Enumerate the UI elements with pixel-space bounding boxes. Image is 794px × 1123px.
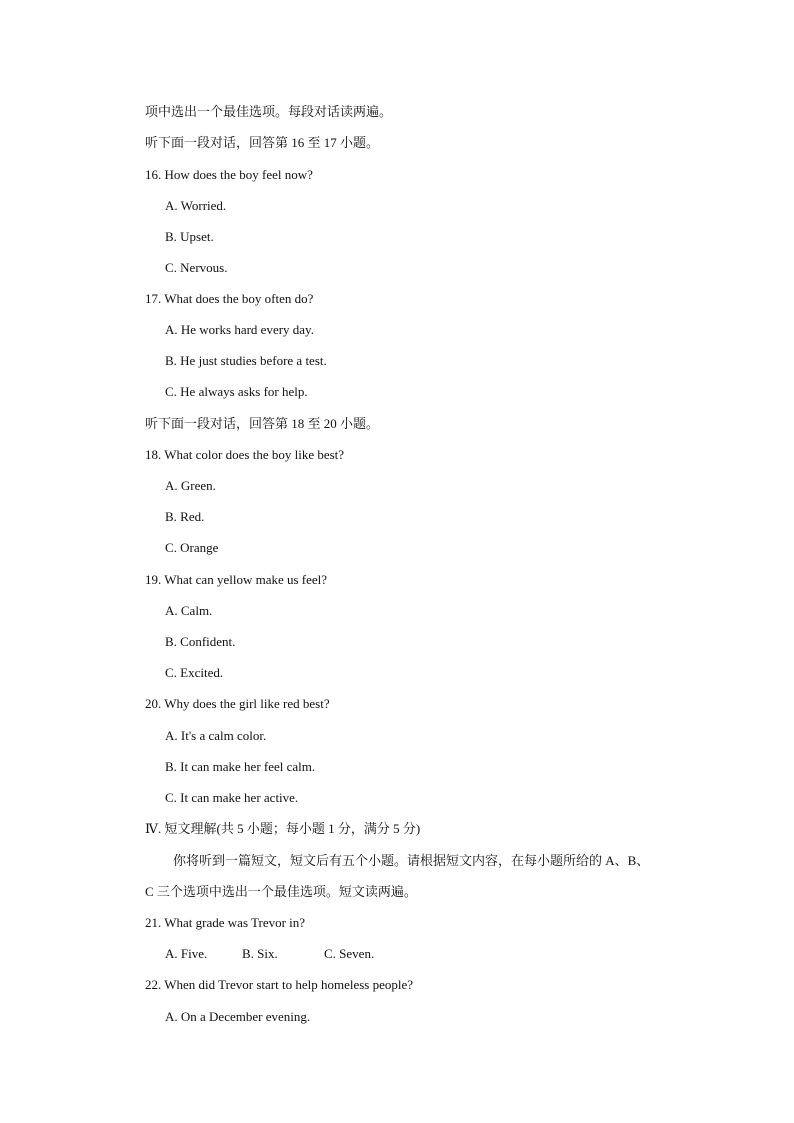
question-18-option-b: B. Red. — [165, 509, 205, 524]
question-16-stem: 16. How does the boy feel now? — [145, 167, 313, 182]
question-19-stem: 19. What can yellow make us feel? — [145, 572, 328, 587]
question-18-option-a: A. Green. — [165, 478, 216, 493]
question-22-stem: 22. When did Trevor start to help homeless people? — [145, 977, 414, 992]
question-18-option-c: C. Orange — [165, 540, 219, 555]
question-19-option-a: A. Calm. — [165, 603, 213, 618]
dialog1-instruction: 听下面一段对话，回答第 16 至 17 小题。 — [145, 135, 380, 150]
question-21-options — [165, 945, 374, 963]
question-18-stem: 18. What color does the boy like best? — [145, 447, 345, 462]
question-22-option-a: A. On a December evening. — [165, 1009, 311, 1024]
question-17-option-c: C. He always asks for help. — [165, 384, 308, 399]
question-21-option-b: B. Six. — [242, 946, 278, 961]
question-16-option-a: A. Worried. — [165, 198, 227, 213]
question-19-option-b: B. Confident. — [165, 634, 236, 649]
question-16-option-b: B. Upset. — [165, 229, 214, 244]
question-20-option-b: B. It can make her feel calm. — [165, 759, 316, 774]
question-21-option-a: A. Five. — [165, 946, 208, 961]
intro-line: 项中选出一个最佳选项。每段对话读两遍。 — [145, 104, 393, 119]
dialog2-instruction: 听下面一段对话，回答第 18 至 20 小题。 — [145, 416, 380, 431]
question-20-option-c: C. It can make her active. — [165, 790, 299, 805]
question-17-option-b: B. He just studies before a test. — [165, 353, 327, 368]
section-4-instruction-line-1: 你将听到一篇短文，短文后有五个小题。请根据短文内容，在每小题所给的 A、B、 — [173, 853, 650, 868]
question-20-stem: 20. Why does the girl like red best? — [145, 696, 330, 711]
section-4-title: Ⅳ. 短文理解(共 5 小题；每小题 1 分，满分 5 分) — [145, 821, 421, 836]
question-17-stem: 17. What does the boy often do? — [145, 291, 314, 306]
question-21-stem: 21. What grade was Trevor in? — [145, 915, 306, 930]
question-17-option-a: A. He works hard every day. — [165, 322, 314, 337]
question-16-option-c: C. Nervous. — [165, 260, 228, 275]
section-4-instruction-line-2: C 三个选项中选出一个最佳选项。短文读两遍。 — [145, 884, 417, 899]
question-21-option-c: C. Seven. — [324, 946, 375, 961]
question-19-option-c: C. Excited. — [165, 665, 224, 680]
question-20-option-a: A. It's a calm color. — [165, 728, 267, 743]
